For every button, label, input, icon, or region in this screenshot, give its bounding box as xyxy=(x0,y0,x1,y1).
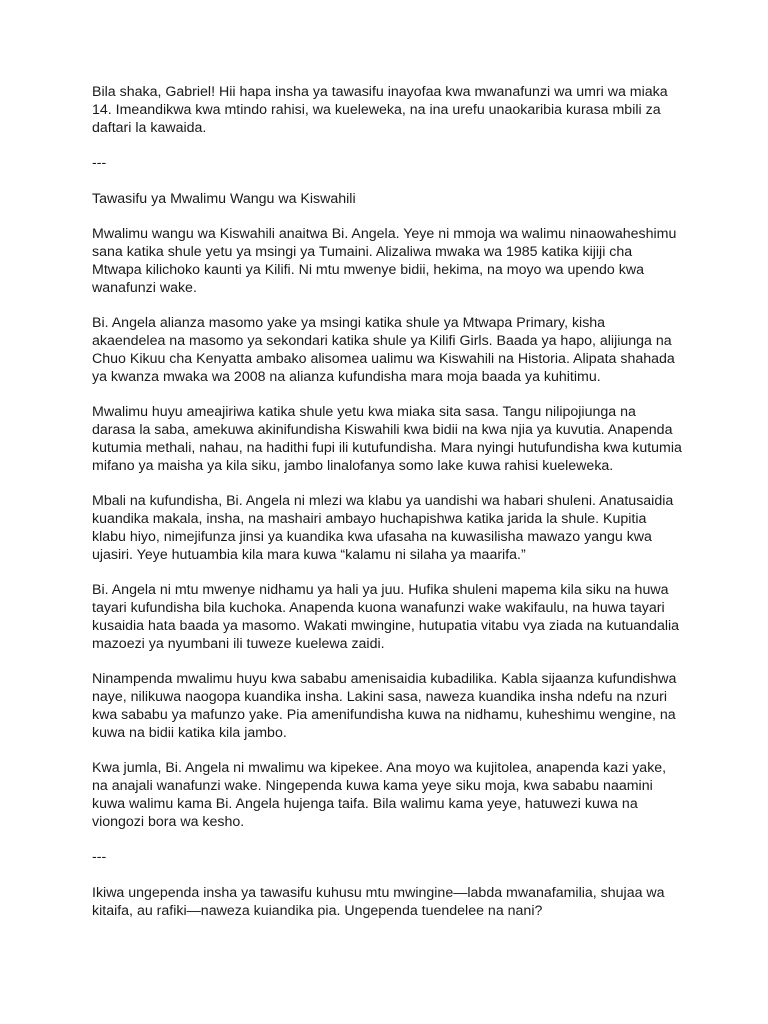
essay-paragraph-5: Bi. Angela ni mtu mwenye nidhamu ya hali ya juu. Hufika shuleni mapema kila siku na huwa tayari kufundisha bila kuchoka. Anapenda kuona wanafunzi wake wakifaulu, na huwa tayari kusaidia hata baada ya masomo. Wakati mwingine, hutupatia vitabu vya ziada na kutuandalia mazoezi ya nyumbani ili tuweze kuelewa zaidi. xyxy=(92,582,680,652)
essay-paragraph-6: Ninampenda mwalimu huyu kwa sababu amenisaidia kubadilika. Kabla sijaanza kufundishwa naye, nilikuwa naogopa kuandika insha. Lakini sasa, naweza kuandika insha ndefu na nzuri kwa sababu ya mafunzo yake. Pia amenifundisha kuwa na nidhamu, kuheshimu wengine, na kuwa na bidii katika kila jambo. xyxy=(92,671,677,741)
separator-top: --- xyxy=(92,155,107,172)
essay-paragraph-4: Mbali na kufundisha, Bi. Angela ni mlezi wa klabu ya uandishi wa habari shuleni. Anatusaidia kuandika makala, insha, na mashairi ambayo huchapishwa katika jarida la shule. Kupitia klabu hiyo, nimejifunza jinsi ya kuandika kwa ufasaha na kuwasilisha mawazo yangu kwa ujasiri. Yeye hutuambia kila mara kuwa “kalamu ni silaha ya maarifa.” xyxy=(92,493,674,563)
document-page xyxy=(92,84,682,938)
essay-paragraph-2: Bi. Angela alianza masomo yake ya msingi katika shule ya Mtwapa Primary, kisha akaendelea na masomo ya sekondari katika shule ya Kilifi Girls. Baada ya hapo, alijiunga na Chuo Kikuu cha Kenyatta ambako alisomea ualimu wa Kiswahili na Historia. Alipata shahada ya kwanza mwaka wa 2008 na alianza kufundisha mara moja baada ya kuhitimu. xyxy=(92,315,675,385)
intro-paragraph: Bila shaka, Gabriel! Hii hapa insha ya tawasifu inayofaa kwa mwanafunzi wa umri wa miaka 14. Imeandikwa kwa mtindo rahisi, wa kueleweka, na ina urefu unaokaribia kurasa mbili za daftari la kawaida. xyxy=(92,84,668,136)
essay-paragraph-7: Kwa jumla, Bi. Angela ni mwalimu wa kipekee. Ana moyo wa kujitolea, anapenda kazi yake, na anajali wanafunzi wake. Ningependa kuwa kama yeye siku moja, kwa sababu naamini kuwa walimu kama Bi. Angela hujenga taifa. Bila walimu kama yeye, hatuwezi kuwa na viongozi bora wa kesho. xyxy=(92,760,667,830)
essay-paragraph-3: Mwalimu huyu ameajiriwa katika shule yetu kwa miaka sita sasa. Tangu nilipojiunga na darasa la saba, amekuwa akinifundisha Kiswahili kwa bidii na kwa njia ya kuvutia. Anapenda kutumia methali, nahau, na hadithi fupi ili kutufundisha. Mara nyingi hutufundisha kwa kutumia mifano ya maisha ya kila siku, jambo linalofanya somo lake kuwa rahisi kueleweka. xyxy=(92,404,682,474)
separator-bottom: --- xyxy=(92,849,107,866)
closing-paragraph: Ikiwa ungependa insha ya tawasifu kuhusu mtu mwingine—labda mwanafamilia, shujaa wa kitaifa, au rafiki—naweza kuiandika pia. Ungependa tuendelee na nani? xyxy=(92,884,665,919)
essay-title: Tawasifu ya Mwalimu Wangu wa Kiswahili xyxy=(92,190,356,207)
essay-paragraph-1: Mwalimu wangu wa Kiswahili anaitwa Bi. Angela. Yeye ni mmoja wa walimu ninaowaheshimu sana katika shule yetu ya msingi ya Tumaini. Alizaliwa mwaka wa 1985 katika kijiji cha Mtwapa kilichoko kaunti ya Kilifi. Ni mtu mwenye bidii, hekima, na moyo wa upendo kwa wanafunzi wake. xyxy=(92,226,677,296)
